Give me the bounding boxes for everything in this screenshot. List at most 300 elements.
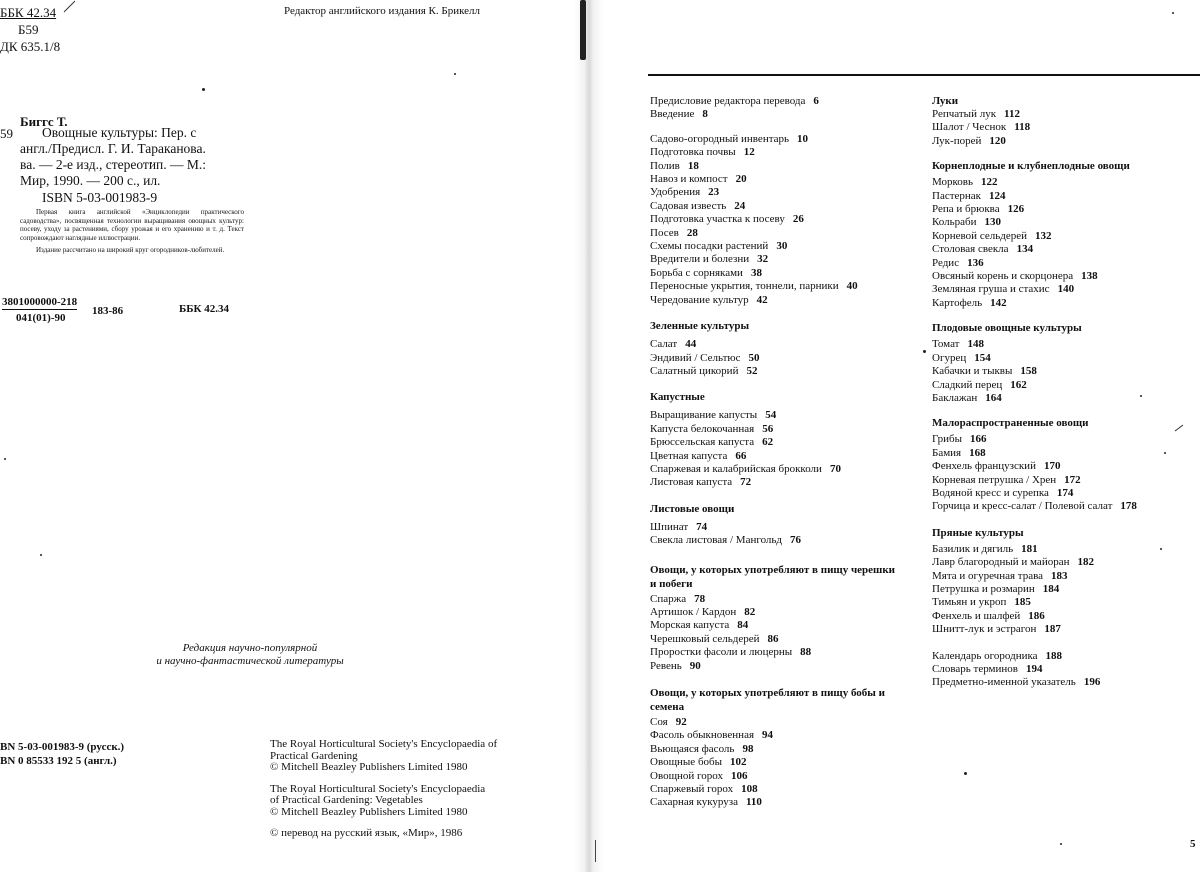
- toc-group-cabbage: [650, 409, 895, 489]
- toc-entry: [932, 460, 1137, 473]
- toc-group-fruit: [932, 338, 1137, 405]
- speck: [1160, 548, 1162, 550]
- toc-entry: [650, 783, 895, 796]
- toc-entry: [650, 633, 895, 646]
- toc-entry-page: 172: [1064, 473, 1081, 486]
- toc-entry-page: 12: [743, 146, 755, 159]
- toc-entry: [650, 619, 895, 632]
- toc-entry-title: Полив: [650, 159, 680, 172]
- toc-entry: [932, 596, 1137, 609]
- copyright-entry: [270, 739, 532, 774]
- toc-entry: [650, 796, 895, 809]
- toc-entry: [932, 487, 1137, 500]
- toc-entry-title: Словарь терминов: [932, 663, 1018, 675]
- toc-entry-title: Вьющаяся фасоль: [650, 742, 735, 755]
- toc-entry: [650, 743, 895, 756]
- toc-entry-page: 76: [790, 534, 802, 547]
- copyright-entry: [270, 784, 532, 819]
- toc-entry-page: 183: [1051, 569, 1068, 582]
- toc-group-root: [932, 176, 1137, 310]
- toc-entry-page: 185: [1014, 596, 1031, 609]
- toc-entry-page: 130: [984, 216, 1002, 229]
- toc-entry-title: Томат: [932, 338, 960, 351]
- page-number: 5: [1190, 838, 1196, 850]
- toc-entry-page: 168: [969, 446, 986, 459]
- toc-entry-title: Сладкий перец: [932, 378, 1003, 391]
- copyright-line: The Royal Horticultural Society's Encyclopaedia: [270, 782, 486, 795]
- toc-entry: [932, 216, 1137, 229]
- toc-group-appendix: [932, 650, 1137, 690]
- redaction-line: Редакция научно-популярной: [182, 642, 318, 654]
- toc-entry: [650, 770, 895, 783]
- toc-entry: [932, 352, 1137, 365]
- toc-entry-title: Морковь: [932, 176, 974, 189]
- toc-group-spice: [932, 543, 1137, 637]
- toc-entry-page: 188: [1045, 649, 1063, 662]
- toc-entry-title: Корневая петрушка / Хрен: [932, 473, 1057, 486]
- toc-entry-title: Предисловие редактора перевода: [650, 95, 806, 107]
- toc-column-1: [650, 95, 895, 810]
- toc-entry-title: Спаржевая и калабрийская брокколи: [650, 462, 822, 475]
- section-heading-rare: Малораспространенные овощи: [932, 417, 1089, 430]
- toc-entry-title: Подготовка участка к посеву: [650, 213, 785, 226]
- heading-line: и побеги: [650, 577, 693, 590]
- toc-entry: [932, 663, 1137, 676]
- editor-line: Редактор английского издания К. Брикелл: [284, 5, 481, 17]
- toc-entry-page: 112: [1004, 108, 1020, 120]
- heading-line: Овощи, у которых употребляют в пищу черешки: [650, 563, 896, 576]
- code-suffix: 183-86: [92, 305, 124, 317]
- toc-entry-page: 50: [748, 351, 760, 364]
- catalog-audience: Издание рассчитано на широкий круг огородников-любителей.: [36, 246, 225, 254]
- toc-entry-page: 78: [694, 592, 706, 605]
- speck: [454, 73, 456, 75]
- toc-entry: [650, 173, 895, 186]
- toc-entry-title: Кольраби: [932, 216, 977, 229]
- toc-entry: [932, 392, 1137, 405]
- section-heading-stems: [650, 563, 895, 591]
- toc-entry-title: Огурец: [932, 351, 967, 364]
- toc-column-2: [932, 95, 1137, 690]
- toc-entry-page: 194: [1025, 663, 1043, 675]
- toc-entry-title: Салатный цикорий: [650, 364, 739, 377]
- toc-entry-title: Фенхель французский: [932, 460, 1036, 473]
- toc-entry: [650, 521, 895, 534]
- toc-entry: [932, 379, 1137, 392]
- isbn-english: BN 0 85533 192 5 (англ.): [0, 755, 117, 767]
- toc-entry-title: Пастернак: [932, 189, 982, 202]
- toc-entry-page: 32: [757, 253, 769, 266]
- toc-entry-title: Свекла листовая / Мангольд: [650, 534, 783, 547]
- toc-entry-page: 24: [734, 199, 746, 212]
- toc-entry: [932, 338, 1137, 351]
- toc-entry-title: Столовая свекла: [932, 243, 1009, 256]
- toc-entry: [932, 500, 1137, 513]
- toc-entry-title: Соя: [650, 716, 668, 728]
- toc-entry-page: 122: [981, 176, 998, 189]
- section-heading-beans: [650, 686, 895, 714]
- toc-entry-page: 86: [767, 632, 779, 645]
- toc-entry-page: 66: [735, 449, 747, 462]
- copyright-line: Practical Gardening: [270, 749, 358, 762]
- toc-entry: [650, 267, 895, 280]
- toc-entry-title: Брюссельская капуста: [650, 436, 755, 449]
- toc-entry-title: Овсяный корень и скорцонера: [932, 270, 1074, 283]
- heading-line: семена: [650, 701, 685, 713]
- section-heading-onion: Луки: [932, 95, 959, 107]
- toc-entry-title: Посев: [650, 226, 679, 239]
- toc-entry: [932, 257, 1137, 270]
- toc-entry: [932, 230, 1137, 243]
- toc-entry-title: Проростки фасоли и люцерны: [650, 646, 793, 659]
- toc-group-general: [650, 133, 895, 307]
- toc-entry-page: 26: [792, 213, 804, 226]
- toc-entry-page: 20: [735, 173, 747, 186]
- toc-entry: [650, 660, 895, 673]
- udk-index: ДК 635.1/8: [0, 39, 61, 54]
- toc-entry-title: Мята и огуречная трава: [932, 569, 1044, 582]
- toc-entry: [650, 253, 895, 266]
- toc-entry-page: 44: [685, 338, 697, 351]
- toc-entry-page: 62: [762, 436, 774, 449]
- speck: [964, 772, 967, 775]
- speck: [40, 554, 42, 556]
- copyright-line: © Mitchell Beazley Publishers Limited 1980: [270, 805, 468, 818]
- classification-block: [0, 4, 60, 55]
- toc-entry-page: 164: [985, 391, 1002, 404]
- toc-entry-title: Базилик и дягиль: [932, 542, 1014, 555]
- toc-group-onion: [932, 108, 1137, 148]
- toc-entry: [932, 190, 1137, 203]
- catalog-author: Биггс Т.: [20, 114, 68, 129]
- toc-entry-title: Предметно-именной указатель: [932, 676, 1076, 689]
- speck: [923, 350, 926, 353]
- toc-entry: [932, 176, 1137, 189]
- toc-entry-title: Овощные бобы: [650, 756, 723, 769]
- description-line: ва. — 2-е изд., стереотип. — М.:: [20, 157, 207, 172]
- toc-entry-page: 56: [762, 422, 774, 435]
- toc-entry-page: 98: [742, 742, 754, 755]
- toc-entry: [650, 729, 895, 742]
- toc-entry: [932, 121, 1137, 134]
- speck: [4, 458, 6, 460]
- toc-entry-title: Удобрения: [650, 186, 701, 199]
- price-code: [2, 296, 77, 324]
- toc-group-greens: [650, 338, 895, 378]
- gutter-mark: [595, 840, 596, 862]
- toc-entry: [650, 227, 895, 240]
- toc-entry: [650, 365, 895, 378]
- toc-entry-page: 106: [731, 769, 748, 782]
- copyright-line: The Royal Horticultural Society's Encyclopaedia of: [270, 738, 498, 750]
- book-gutter: [574, 0, 604, 872]
- speck: [1140, 395, 1142, 397]
- toc-entry-page: 38: [750, 266, 762, 279]
- speck: [202, 88, 205, 91]
- toc-entry: [650, 240, 895, 253]
- description-line: Мир, 1990. — 200 с., ил.: [20, 173, 161, 188]
- toc-entry-page: 134: [1016, 243, 1034, 256]
- toc-entry-title: Бамия: [932, 446, 962, 459]
- toc-entry: [932, 447, 1137, 460]
- toc-entry-page: 30: [776, 240, 788, 253]
- toc-entry-title: Горчица и кресс-салат / Полевой салат: [932, 500, 1113, 513]
- toc-entry-page: 140: [1057, 283, 1075, 296]
- toc-group-stems: [650, 593, 895, 673]
- redaction-block: [120, 642, 380, 668]
- toc-entry-page: 74: [696, 520, 708, 533]
- toc-entry-page: 184: [1042, 582, 1060, 595]
- toc-entry-title: Салат: [650, 338, 678, 351]
- toc-entry: [650, 409, 895, 422]
- toc-entry: [650, 213, 895, 226]
- toc-entry-page: 136: [967, 256, 984, 269]
- toc-entry-page: 126: [1007, 203, 1025, 216]
- copyright-line: of Practical Gardening: Vegetables: [270, 794, 423, 806]
- toc-entry-page: 132: [1034, 229, 1052, 242]
- toc-entry-page: 148: [967, 338, 984, 351]
- bbk-index: ББК 42.34: [0, 5, 57, 20]
- toc-entry-page: 142: [990, 296, 1007, 309]
- toc-entry: [932, 556, 1137, 569]
- toc-entry: [932, 623, 1137, 636]
- toc-entry-title: Черешковый сельдерей: [650, 632, 760, 645]
- toc-entry-title: Борьба с сорняками: [650, 266, 743, 279]
- toc-entry-page: 82: [744, 605, 756, 618]
- toc-entry: [650, 294, 895, 307]
- toc-entry-page: 90: [689, 659, 701, 672]
- toc-entry-title: Водяной кресс и сурепка: [932, 486, 1049, 499]
- toc-entry: [932, 297, 1137, 310]
- toc-entry: [650, 450, 895, 463]
- toc-entry-title: Спаржевый горох: [650, 783, 734, 796]
- toc-entry: [932, 583, 1137, 596]
- speck: [1164, 452, 1166, 454]
- toc-entry-page: 181: [1021, 542, 1038, 555]
- stroke-mark: [1174, 424, 1184, 432]
- toc-entry-title: Шпинат: [650, 520, 689, 533]
- toc-entry-title: Переносные укрытия, тоннели, парники: [650, 280, 839, 293]
- toc-entry-title: Садовая известь: [650, 199, 727, 212]
- toc-entry-title: Лавр благородный и майоран: [932, 556, 1070, 569]
- toc-entry-page: 54: [765, 409, 777, 422]
- toc-entry-page: 108: [741, 783, 758, 796]
- toc-entry-title: Календарь огородника: [932, 649, 1038, 662]
- toc-entry: [932, 433, 1137, 446]
- pen-stroke-mark: [62, 0, 78, 14]
- toc-entry-title: Введение: [650, 108, 695, 121]
- toc-entry-title: Овощной горох: [650, 769, 724, 782]
- toc-entry: [650, 463, 895, 476]
- toc-entry-title: Артишок / Кардон: [650, 605, 737, 618]
- toc-entry: [932, 474, 1137, 487]
- toc-entry-page: 174: [1056, 486, 1074, 499]
- toc-entry: [650, 646, 895, 659]
- toc-entry-title: Вредители и болезни: [650, 253, 750, 266]
- toc-entry: [650, 108, 895, 121]
- speck: [1060, 843, 1062, 845]
- top-rule: [648, 74, 1200, 76]
- catalog-author-mark: 59: [0, 126, 13, 141]
- toc-entry-page: 52: [746, 364, 758, 377]
- toc-entry: [932, 243, 1137, 256]
- toc-entry-title: Навоз и компост: [650, 173, 728, 186]
- toc-entry-page: 10: [797, 132, 809, 145]
- catalog-annotation: Первая книга английской «Энциклопедии практического садоводства», посвященная технологии выращивания овощных культур: посеву, уходу за растениями, сбору урожая и его хранению и т. д. Текст сопровождают наглядные иллюстрации.: [20, 208, 244, 242]
- toc-entry-page: 158: [1020, 365, 1037, 378]
- toc-entry-page: 72: [740, 476, 752, 489]
- section-heading-spice: Пряные культуры: [932, 526, 1024, 539]
- toc-entry-page: 6: [813, 95, 819, 107]
- toc-entry-page: 120: [989, 134, 1006, 147]
- catalog-description: [20, 125, 246, 206]
- toc-entry-page: 182: [1077, 556, 1094, 569]
- toc-entry-title: Фенхель и шалфей: [932, 609, 1021, 622]
- toc-entry-title: Репа и брюква: [932, 203, 1000, 216]
- toc-entry-page: 70: [829, 462, 841, 475]
- toc-entry-title: Кабачки и тыквы: [932, 365, 1013, 378]
- toc-entry-title: Земляная груша и стахис: [932, 283, 1050, 296]
- toc-entry: [650, 716, 895, 729]
- toc-entry: [932, 270, 1137, 283]
- toc-entry: [650, 133, 895, 146]
- toc-entry-title: Схемы посадки растений: [650, 240, 769, 253]
- toc-group-leaf: [650, 521, 895, 548]
- toc-entry: [650, 280, 895, 293]
- toc-entry-title: Эндивий / Сельтюс: [650, 351, 741, 364]
- toc-entry-page: 170: [1043, 460, 1061, 473]
- section-heading-leaf: Листовые овощи: [650, 502, 735, 515]
- toc-entry-title: Листовая капуста: [650, 476, 733, 489]
- section-heading-greens: Зеленные культуры: [650, 320, 750, 333]
- toc-entry-page: 162: [1010, 378, 1027, 391]
- toc-entry-page: 110: [746, 796, 762, 809]
- toc-entry: [650, 423, 895, 436]
- toc-entry: [932, 650, 1137, 663]
- toc-entry-title: Картофель: [932, 296, 983, 309]
- toc-entry-title: Морская капуста: [650, 619, 730, 632]
- code-denominator: 041(01)-90: [16, 312, 66, 324]
- toc-entry-page: 118: [1014, 121, 1031, 134]
- toc-entry: [932, 203, 1137, 216]
- isbn-russian: BN 5-03-001983-9 (русск.): [0, 741, 125, 753]
- toc-entry-page: 23: [708, 186, 720, 199]
- toc-entry-title: Баклажан: [932, 391, 978, 404]
- toc-group-rare: [932, 433, 1137, 513]
- toc-entry-title: Подготовка почвы: [650, 146, 736, 159]
- toc-entry: [932, 365, 1137, 378]
- toc-entry-title: Шалот / Чеснок: [932, 121, 1007, 134]
- toc-entry-page: 196: [1083, 676, 1101, 689]
- copyright-line: © Mitchell Beazley Publishers Limited 1980: [270, 761, 468, 773]
- toc-entry-page: 102: [730, 756, 747, 769]
- toc-entry: [932, 135, 1137, 148]
- toc-entry: [650, 606, 895, 619]
- toc-entry-title: Ревень: [650, 659, 682, 672]
- toc-entry-title: Корневой сельдерей: [932, 229, 1027, 242]
- toc-entry-page: 88: [800, 646, 812, 659]
- toc-entry: [650, 338, 895, 351]
- toc-entry-page: 138: [1081, 270, 1098, 283]
- toc-entry: [650, 756, 895, 769]
- toc-entry-page: 28: [686, 226, 698, 239]
- section-heading-root: Корнеплодные и клубнеплодные овощи: [932, 160, 1130, 173]
- toc-entry-page: 42: [756, 293, 768, 306]
- toc-entry: [650, 186, 895, 199]
- toc-entry: [932, 283, 1137, 296]
- description-line: Овощные культуры: Пер. с: [42, 125, 197, 140]
- author-mark: Б59: [18, 22, 39, 37]
- toc-entry-title: Цветная капуста: [650, 449, 728, 462]
- toc-entry-page: 178: [1120, 500, 1137, 513]
- copyright-block: [270, 739, 532, 840]
- toc-entry-title: Грибы: [932, 433, 963, 446]
- toc-entry: [932, 108, 1137, 121]
- toc-entry-page: 92: [675, 716, 687, 728]
- toc-entry-title: Выращивание капусты: [650, 409, 758, 422]
- toc-entry-title: Садово-огородный инвентарь: [650, 132, 790, 145]
- toc-entry-page: 154: [974, 351, 991, 364]
- toc-entry-title: Капуста белокочанная: [650, 422, 755, 435]
- toc-entry-title: Репчатый лук: [932, 108, 997, 120]
- code-numerator: 3801000000-218: [2, 296, 78, 308]
- toc-entry-title: Сахарная кукуруза: [650, 796, 738, 809]
- toc-entry: [932, 570, 1137, 583]
- heading-line: Овощи, у которых употребляют в пищу бобы и: [650, 687, 885, 699]
- toc-entry: [650, 476, 895, 489]
- toc-entry: [650, 200, 895, 213]
- toc-entry-page: 187: [1044, 623, 1061, 636]
- toc-entry: [650, 352, 895, 365]
- toc-entry-page: 94: [762, 729, 774, 742]
- toc-entry: [650, 436, 895, 449]
- isbn-block: [0, 740, 124, 768]
- toc-group-intro: [650, 95, 895, 122]
- toc-entry-title: Чередование культур: [650, 293, 749, 306]
- toc-entry: [650, 593, 895, 606]
- redaction-line: и научно-фантастической литературы: [156, 655, 344, 667]
- section-heading-cabbage: Капустные: [650, 391, 705, 404]
- catalog-isbn: ISBN 5-03-001983-9: [42, 190, 158, 205]
- toc-entry-page: 124: [989, 189, 1006, 202]
- toc-entry: [650, 534, 895, 547]
- toc-entry: [650, 95, 895, 108]
- gutter-shadow: [580, 0, 586, 60]
- toc-entry-title: Шнитт-лук и эстрагон: [932, 623, 1037, 636]
- toc-entry-title: Петрушка и розмарин: [932, 582, 1035, 595]
- section-heading-fruit: Плодовые овощные культуры: [932, 322, 1082, 335]
- toc-entry: [932, 676, 1137, 689]
- toc-entry: [932, 543, 1137, 556]
- catalog-bbk: ББК 42.34: [179, 303, 230, 315]
- toc-entry: [932, 610, 1137, 623]
- toc-entry-title: Тимьян и укроп: [932, 596, 1007, 609]
- toc-entry-page: 8: [702, 108, 708, 121]
- toc-entry-page: 40: [846, 280, 858, 293]
- description-line: англ./Предисл. Г. И. Тараканова.: [20, 141, 206, 156]
- toc-entry: [650, 160, 895, 173]
- toc-entry-page: 18: [687, 159, 699, 172]
- toc-entry-page: 84: [737, 619, 749, 632]
- toc-entry-title: Лук-порей: [932, 134, 982, 147]
- toc-entry-page: 166: [970, 433, 987, 446]
- translation-copyright: © перевод на русский язык, «Мир», 1986: [270, 827, 463, 839]
- toc-group-beans: [650, 716, 895, 810]
- toc-entry-title: Спаржа: [650, 592, 687, 605]
- toc-entry-title: Фасоль обыкновенная: [650, 729, 755, 742]
- toc-entry-page: 186: [1028, 609, 1045, 622]
- speck: [1172, 12, 1174, 14]
